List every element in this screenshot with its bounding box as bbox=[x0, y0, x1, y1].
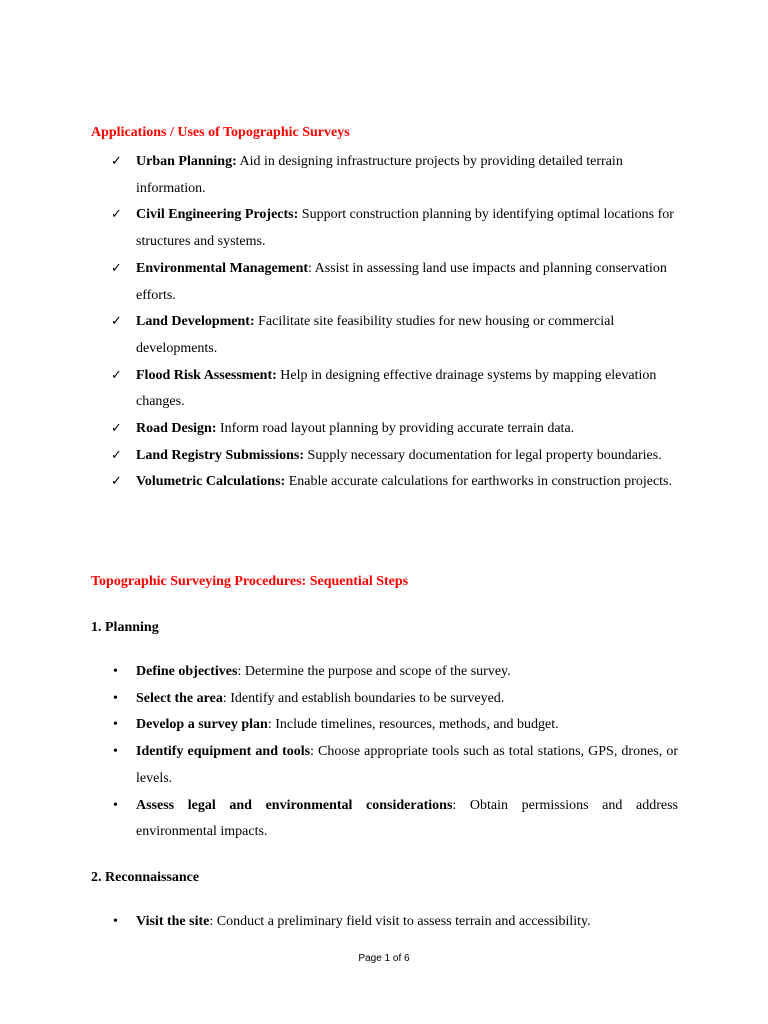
item-term: Land Registry Submissions: bbox=[136, 447, 305, 463]
applications-list bbox=[0, 149, 768, 496]
item-term: Assess legal and environmental considerations bbox=[136, 797, 453, 813]
list-item bbox=[0, 739, 678, 792]
item-text: Enable accurate calculations for earthworks in construction projects. bbox=[285, 474, 672, 490]
checkmark-icon: ✓ bbox=[111, 447, 122, 463]
list-item bbox=[0, 256, 678, 309]
item-text: : Obtain permissions and address environmental impacts. bbox=[136, 797, 678, 840]
planning-heading: 1. Planning bbox=[91, 620, 159, 635]
list-item bbox=[0, 469, 678, 496]
item-text: : Conduct a preliminary field visit to assess terrain and accessibility. bbox=[209, 914, 591, 929]
reconnaissance-heading: 2. Reconnaissance bbox=[91, 870, 200, 885]
item-term: Flood Risk Assessment: bbox=[136, 367, 277, 383]
checkmark-icon: ✓ bbox=[111, 207, 122, 223]
item-text: : Choose appropriate tools such as total stations, GPS, drones, or levels. bbox=[136, 744, 678, 786]
checkmark-icon: ✓ bbox=[111, 154, 122, 169]
item-text: Facilitate site feasibility studies for new housing or commercial developments. bbox=[136, 314, 615, 356]
checkmark-icon: ✓ bbox=[111, 314, 122, 330]
bullet-icon: • bbox=[113, 914, 118, 929]
applications-heading: Applications / Uses of Topographic Surveys bbox=[91, 125, 350, 140]
item-term: Select the area bbox=[136, 690, 223, 706]
item-text: : Assist in assessing land use impacts and planning conservation efforts. bbox=[136, 260, 667, 303]
item-text: : Include timelines, resources, methods, and budget. bbox=[267, 717, 559, 733]
item-term: Define objectives bbox=[136, 664, 238, 679]
procedures-heading: Topographic Surveying Procedures: Sequential Steps bbox=[91, 574, 409, 589]
list-item bbox=[0, 909, 678, 936]
list-item bbox=[0, 309, 678, 362]
list-item bbox=[0, 712, 678, 739]
item-term: Visit the site bbox=[136, 914, 210, 929]
item-text: : Identify and establish boundaries to be surveyed. bbox=[222, 690, 505, 706]
bullet-icon: • bbox=[113, 690, 118, 706]
list-item bbox=[0, 793, 678, 846]
list-item bbox=[0, 363, 678, 416]
item-text: Aid in designing infrastructure projects by providing detailed terrain information. bbox=[136, 154, 623, 196]
item-term: Environmental Management bbox=[136, 260, 309, 276]
bullet-icon: • bbox=[113, 717, 118, 733]
bullet-icon: • bbox=[113, 797, 118, 813]
checkmark-icon: ✓ bbox=[111, 367, 122, 383]
item-term: Road Design: bbox=[136, 421, 217, 437]
bullet-icon: • bbox=[113, 744, 118, 760]
item-text: Support construction planning by identifying optimal locations for structures and systems. bbox=[136, 207, 674, 250]
item-text: Supply necessary documentation for legal property boundaries. bbox=[304, 447, 662, 463]
list-item bbox=[0, 443, 678, 470]
list-item bbox=[0, 416, 678, 443]
list-item bbox=[0, 659, 678, 686]
item-term: Develop a survey plan bbox=[136, 717, 268, 733]
bullet-icon: • bbox=[113, 664, 118, 679]
list-item bbox=[0, 202, 678, 255]
item-term: Urban Planning: bbox=[136, 154, 237, 169]
item-text: : Determine the purpose and scope of the survey. bbox=[237, 664, 511, 679]
item-text: Inform road layout planning by providing accurate terrain data. bbox=[216, 421, 575, 437]
item-text: Help in designing effective drainage systems by mapping elevation changes. bbox=[136, 367, 657, 410]
item-term: Land Development: bbox=[136, 314, 255, 330]
page-number: Page 1 of 6 bbox=[358, 953, 410, 964]
list-item bbox=[0, 149, 678, 202]
checkmark-icon: ✓ bbox=[111, 260, 122, 276]
item-term: Civil Engineering Projects: bbox=[136, 207, 299, 223]
item-term: Identify equipment and tools bbox=[136, 744, 311, 760]
planning-list bbox=[0, 659, 768, 846]
checkmark-icon: ✓ bbox=[111, 474, 122, 490]
item-term: Volumetric Calculations: bbox=[136, 474, 286, 490]
reconnaissance-list bbox=[0, 909, 768, 936]
checkmark-icon: ✓ bbox=[111, 421, 122, 437]
list-item bbox=[0, 686, 678, 713]
